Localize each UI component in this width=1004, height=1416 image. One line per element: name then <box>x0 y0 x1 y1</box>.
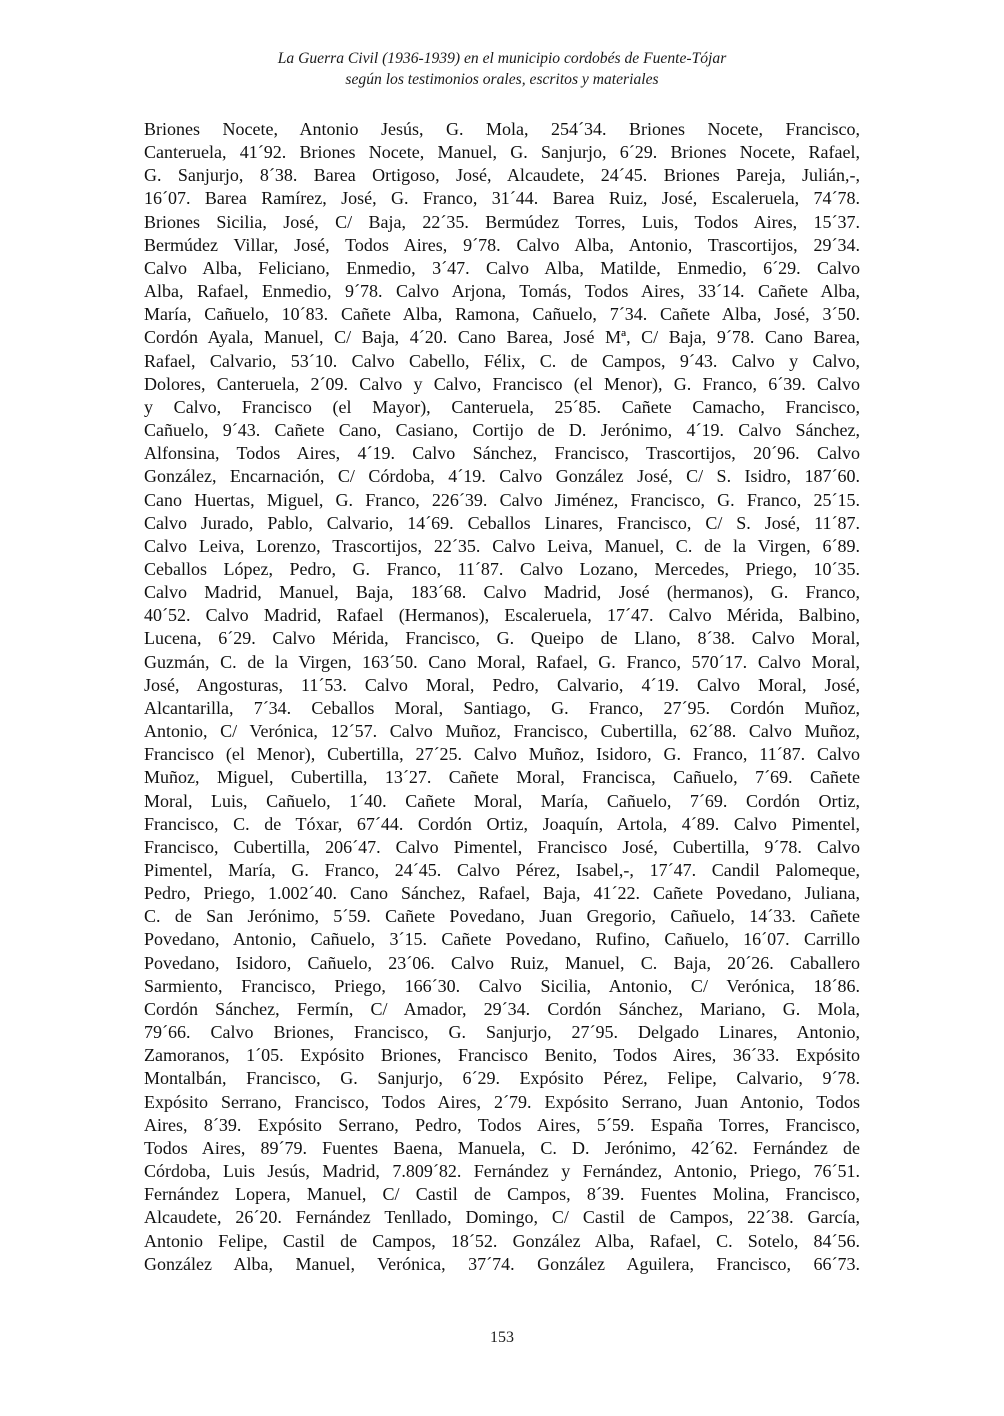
text-line: Alcantarilla, 7´34. Ceballos Moral, Santiago, G. Franco, 27´95. Cordón Muñoz, <box>144 697 860 718</box>
text-line: Todos Aires, 89´79. Fuentes Baena, Manuela, C. D. Jerónimo, 42´62. Fernández de <box>144 1137 860 1158</box>
text-line: Pedro, Priego, 1.002´40. Cano Sánchez, Rafael, Baja, 41´22. Cañete Povedano, Juliana, <box>144 883 860 904</box>
text-line: Francisco (el Menor), Cubertilla, 27´25. Calvo Muñoz, Isidoro, G. Franco, 11´87. Calvo <box>144 744 860 765</box>
text-line: González, Encarnación, C/ Córdoba, 4´19. Calvo González José, C/ S. Isidro, 187´60. <box>144 466 860 487</box>
text-line: Povedano, Antonio, Cañuelo, 3´15. Cañete Povedano, Rufino, Cañuelo, 16´07. Carrillo <box>144 929 860 950</box>
text-line: Antonio, C/ Verónica, 12´57. Calvo Muñoz, Francisco, Cubertilla, 62´88. Calvo Muñoz, <box>144 721 860 742</box>
text-line: Bermúdez Villar, José, Todos Aires, 9´78. Calvo Alba, Antonio, Trascortijos, 29´34. <box>144 234 860 255</box>
text-line: Calvo Leiva, Lorenzo, Trascortijos, 22´35. Calvo Leiva, Manuel, C. de la Virgen, 6´89. <box>144 535 860 556</box>
text-line: Cordón Sánchez, Fermín, C/ Amador, 29´34. Cordón Sánchez, Mariano, G. Mola, <box>144 998 860 1019</box>
body-text <box>144 118 860 1276</box>
text-line: Calvo Alba, Feliciano, Enmedio, 3´47. Calvo Alba, Matilde, Enmedio, 6´29. Calvo <box>144 257 860 278</box>
text-line: Calvo Madrid, Manuel, Baja, 183´68. Calvo Madrid, José (hermanos), G. Franco, <box>144 582 860 603</box>
text-line: Zamoranos, 1´05. Expósito Briones, Francisco Benito, Todos Aires, 36´33. Expósito <box>144 1045 860 1066</box>
text-line: Sarmiento, Francisco, Priego, 166´30. Calvo Sicilia, Antonio, C/ Verónica, 18´86. <box>144 975 860 996</box>
text-line: Pimentel, María, G. Franco, 24´45. Calvo Pérez, Isabel,-, 17´47. Candil Palomeque, <box>144 860 860 880</box>
text-line: Francisco, Cubertilla, 206´47. Calvo Pimentel, Francisco José, Cubertilla, 9´78. Calvo <box>144 836 860 857</box>
text-line: Fernández Lopera, Manuel, C/ Castil de Campos, 8´39. Fuentes Molina, Francisco, <box>144 1184 860 1205</box>
text-line: Povedano, Isidoro, Cañuelo, 23´06. Calvo Ruiz, Manuel, C. Baja, 20´26. Caballero <box>144 952 860 973</box>
text-line: Montalbán, Francisco, G. Sanjurjo, 6´29. Expósito Pérez, Felipe, Calvario, 9´78. <box>144 1068 860 1089</box>
text-line: Muñoz, Miguel, Cubertilla, 13´27. Cañete Moral, Francisca, Cañuelo, 7´69. Cañete <box>144 767 860 788</box>
text-line: José, Angosturas, 11´53. Calvo Moral, Pedro, Calvario, 4´19. Calvo Moral, José, <box>144 674 860 695</box>
text-line: 79´66. Calvo Briones, Francisco, G. Sanjurjo, 27´95. Delgado Linares, Antonio, <box>144 1022 860 1043</box>
text-line: Francisco, C. de Tóxar, 67´44. Cordón Ortiz, Joaquín, Artola, 4´89. Calvo Pimentel, <box>144 813 860 834</box>
text-line: Briones Nocete, Antonio Jesús, G. Mola, 254´34. Briones Nocete, Francisco, <box>144 119 860 139</box>
text-line: Córdoba, Luis Jesús, Madrid, 7.809´82. Fernández y Fernández, Antonio, Priego, 76´51. <box>144 1161 860 1182</box>
text-line: 16´07. Barea Ramírez, José, G. Franco, 31´44. Barea Ruiz, José, Escaleruela, 74´78. <box>144 188 860 209</box>
text-line: Briones Sicilia, José, C/ Baja, 22´35. Bermúdez Torres, Luis, Todos Aires, 15´37. <box>144 211 860 232</box>
text-line: Canteruela, 41´92. Briones Nocete, Manuel, G. Sanjurjo, 6´29. Briones Nocete, Rafael, <box>144 142 860 163</box>
text-line: G. Sanjurjo, 8´38. Barea Ortigoso, José, Alcaudete, 24´45. Briones Pareja, Julián,-, <box>144 165 860 186</box>
text-line: Cordón Ayala, Manuel, C/ Baja, 4´20. Cano Barea, José Mª, C/ Baja, 9´78. Cano Barea, <box>144 327 860 348</box>
page-number: 153 <box>490 1329 514 1346</box>
text-line: María, Cañuelo, 10´83. Cañete Alba, Ramona, Cañuelo, 7´34. Cañete Alba, José, 3´50. <box>144 304 860 325</box>
text-line: C. de San Jerónimo, 5´59. Cañete Povedano, Juan Gregorio, Cañuelo, 14´33. Cañete <box>144 906 860 927</box>
text-line: Guzmán, C. de la Virgen, 163´50. Cano Moral, Rafael, G. Franco, 570´17. Calvo Moral, <box>144 651 860 672</box>
text-line: Alcaudete, 26´20. Fernández Tenllado, Domingo, C/ Castil de Campos, 22´38. García, <box>144 1207 860 1228</box>
text-line: Cañuelo, 9´43. Cañete Cano, Casiano, Cortijo de D. Jerónimo, 4´19. Calvo Sánchez, <box>144 420 860 441</box>
text-line: Moral, Luis, Cañuelo, 1´40. Cañete Moral, María, Cañuelo, 7´69. Cordón Ortiz, <box>144 790 860 811</box>
text-line: Alba, Rafael, Enmedio, 9´78. Calvo Arjona, Tomás, Todos Aires, 33´14. Cañete Alba, <box>144 281 860 302</box>
text-line: Lucena, 6´29. Calvo Mérida, Francisco, G. Queipo de Llano, 8´38. Calvo Moral, <box>144 628 860 649</box>
text-line: González Alba, Manuel, Verónica, 37´74. González Aguilera, Francisco, 66´73. <box>144 1253 860 1274</box>
text-line: Antonio Felipe, Castil de Campos, 18´52. González Alba, Rafael, C. Sotelo, 84´56. <box>144 1230 860 1251</box>
text-line: Ceballos López, Pedro, G. Franco, 11´87. Calvo Lozano, Mercedes, Priego, 10´35. <box>144 558 860 579</box>
text-line: 40´52. Calvo Madrid, Rafael (Hermanos), Escaleruela, 17´47. Calvo Mérida, Balbino, <box>144 605 860 626</box>
text-line: Alfonsina, Todos Aires, 4´19. Calvo Sánchez, Francisco, Trascortijos, 20´96. Calvo <box>144 443 860 464</box>
header-title-line-1: La Guerra Civil (1936-1939) en el municipio cordobés de Fuente-Tójar <box>277 50 727 67</box>
text-line: Calvo Jurado, Pablo, Calvario, 14´69. Ceballos Linares, Francisco, C/ S. José, 11´87. <box>144 512 860 533</box>
text-line: Rafael, Calvario, 53´10. Calvo Cabello, Félix, C. de Campos, 9´43. Calvo y Calvo, <box>144 350 860 371</box>
text-line: y Calvo, Francisco (el Mayor), Canteruela, 25´85. Cañete Camacho, Francisco, <box>144 396 860 417</box>
running-header <box>120 48 884 90</box>
text-line: Expósito Serrano, Francisco, Todos Aires, 2´79. Expósito Serrano, Juan Antonio, Todos <box>144 1091 860 1112</box>
text-line: Aires, 8´39. Expósito Serrano, Pedro, Todos Aires, 5´59. España Torres, Francisco, <box>144 1114 860 1135</box>
header-title-line-2: según los testimonios orales, escritos y materiales <box>345 71 659 88</box>
text-line: Cano Huertas, Miguel, G. Franco, 226´39. Calvo Jiménez, Francisco, G. Franco, 25´15. <box>144 489 860 510</box>
text-line: Dolores, Canteruela, 2´09. Calvo y Calvo, Francisco (el Menor), G. Franco, 6´39. Calvo <box>144 373 860 394</box>
